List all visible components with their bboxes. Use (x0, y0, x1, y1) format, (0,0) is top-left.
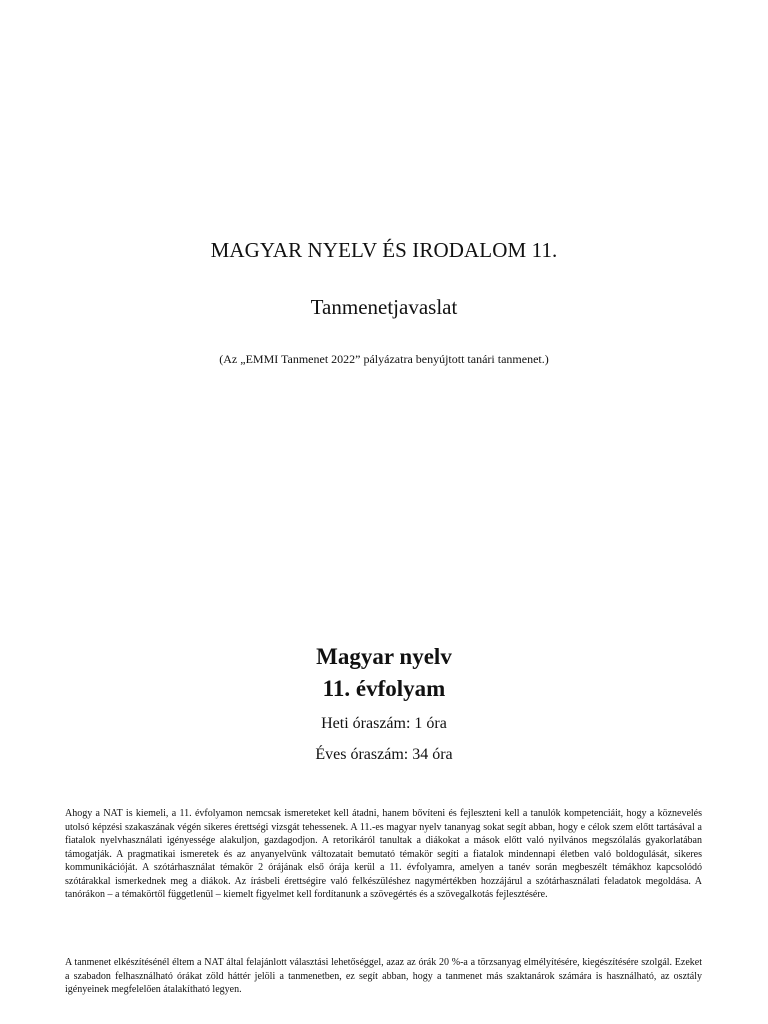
method-paragraph: A tanmenet elkészítésénél éltem a NAT által felajánlott választási lehetőséggel, azaz az órák 20 %-a a törzsanyag elmélyítésére, kiegészítésére szolgál. Ezeket a szabadon felhasználható órákat zöld háttér jelöli a tanmenetben, ez segít abban, hogy a tanmenet más szaktanárok számára is használható, az osztály igényeinek megfelelően átalakítható legyen. (65, 957, 702, 995)
yearly-hours: Éves óraszám: 34 óra (315, 746, 453, 763)
section-grade: 11. évfolyam (322, 676, 446, 701)
document-title: MAGYAR NYELV ÉS IRODALOM 11. (210, 238, 558, 262)
section-title: Magyar nyelv (316, 644, 452, 669)
document-note: (Az „EMMI Tanmenet 2022” pályázatra benyújtott tanári tanmenet.) (219, 352, 549, 366)
document-subtitle: Tanmenetjavaslat (310, 295, 458, 319)
weekly-hours: Heti óraszám: 1 óra (321, 715, 447, 732)
intro-paragraph: Ahogy a NAT is kiemeli, a 11. évfolyamon nemcsak ismereteket kell átadni, hanem bővíteni és fejleszteni kell a tanulók kompetenciáit, hogy a köznevelés utolsó képzési szakaszának végén sikeres érettségi vizsgát tehessenek. A 11.-es magyar nyelv tananyag sokat segít abban, hogy e célok szem előtt tartásával a fiatalok nyelvhasználati igényessége alakuljon, gazdagodjon. A retorikáról tanultak a diákokat a mások előtt való nyilvános megszólalás gyakorlatában támogatják. A pragmatikai ismeretek és az anyanyelvünk változatait bemutató témakör segíti a fiatalok mindennapi életben való boldogulását, sikeres kommunikációját. A szótárhasználat témakör 2 órájának első órája kerül a 11. évfolyamra, amelyen a tanév során megbeszélt témákhoz kapcsolódó szótárakkal ismerkednek meg a diákok. Az írásbeli érettségire való felkészüléshez nagymértékben hozzájárul a szótárhasználati feladatok megoldása. A tanórákon – a témakörtől függetlenül – kiemelt figyelmet kell fordítanunk a szövegértés és a szövegalkotás fejlesztésére. (65, 808, 702, 900)
